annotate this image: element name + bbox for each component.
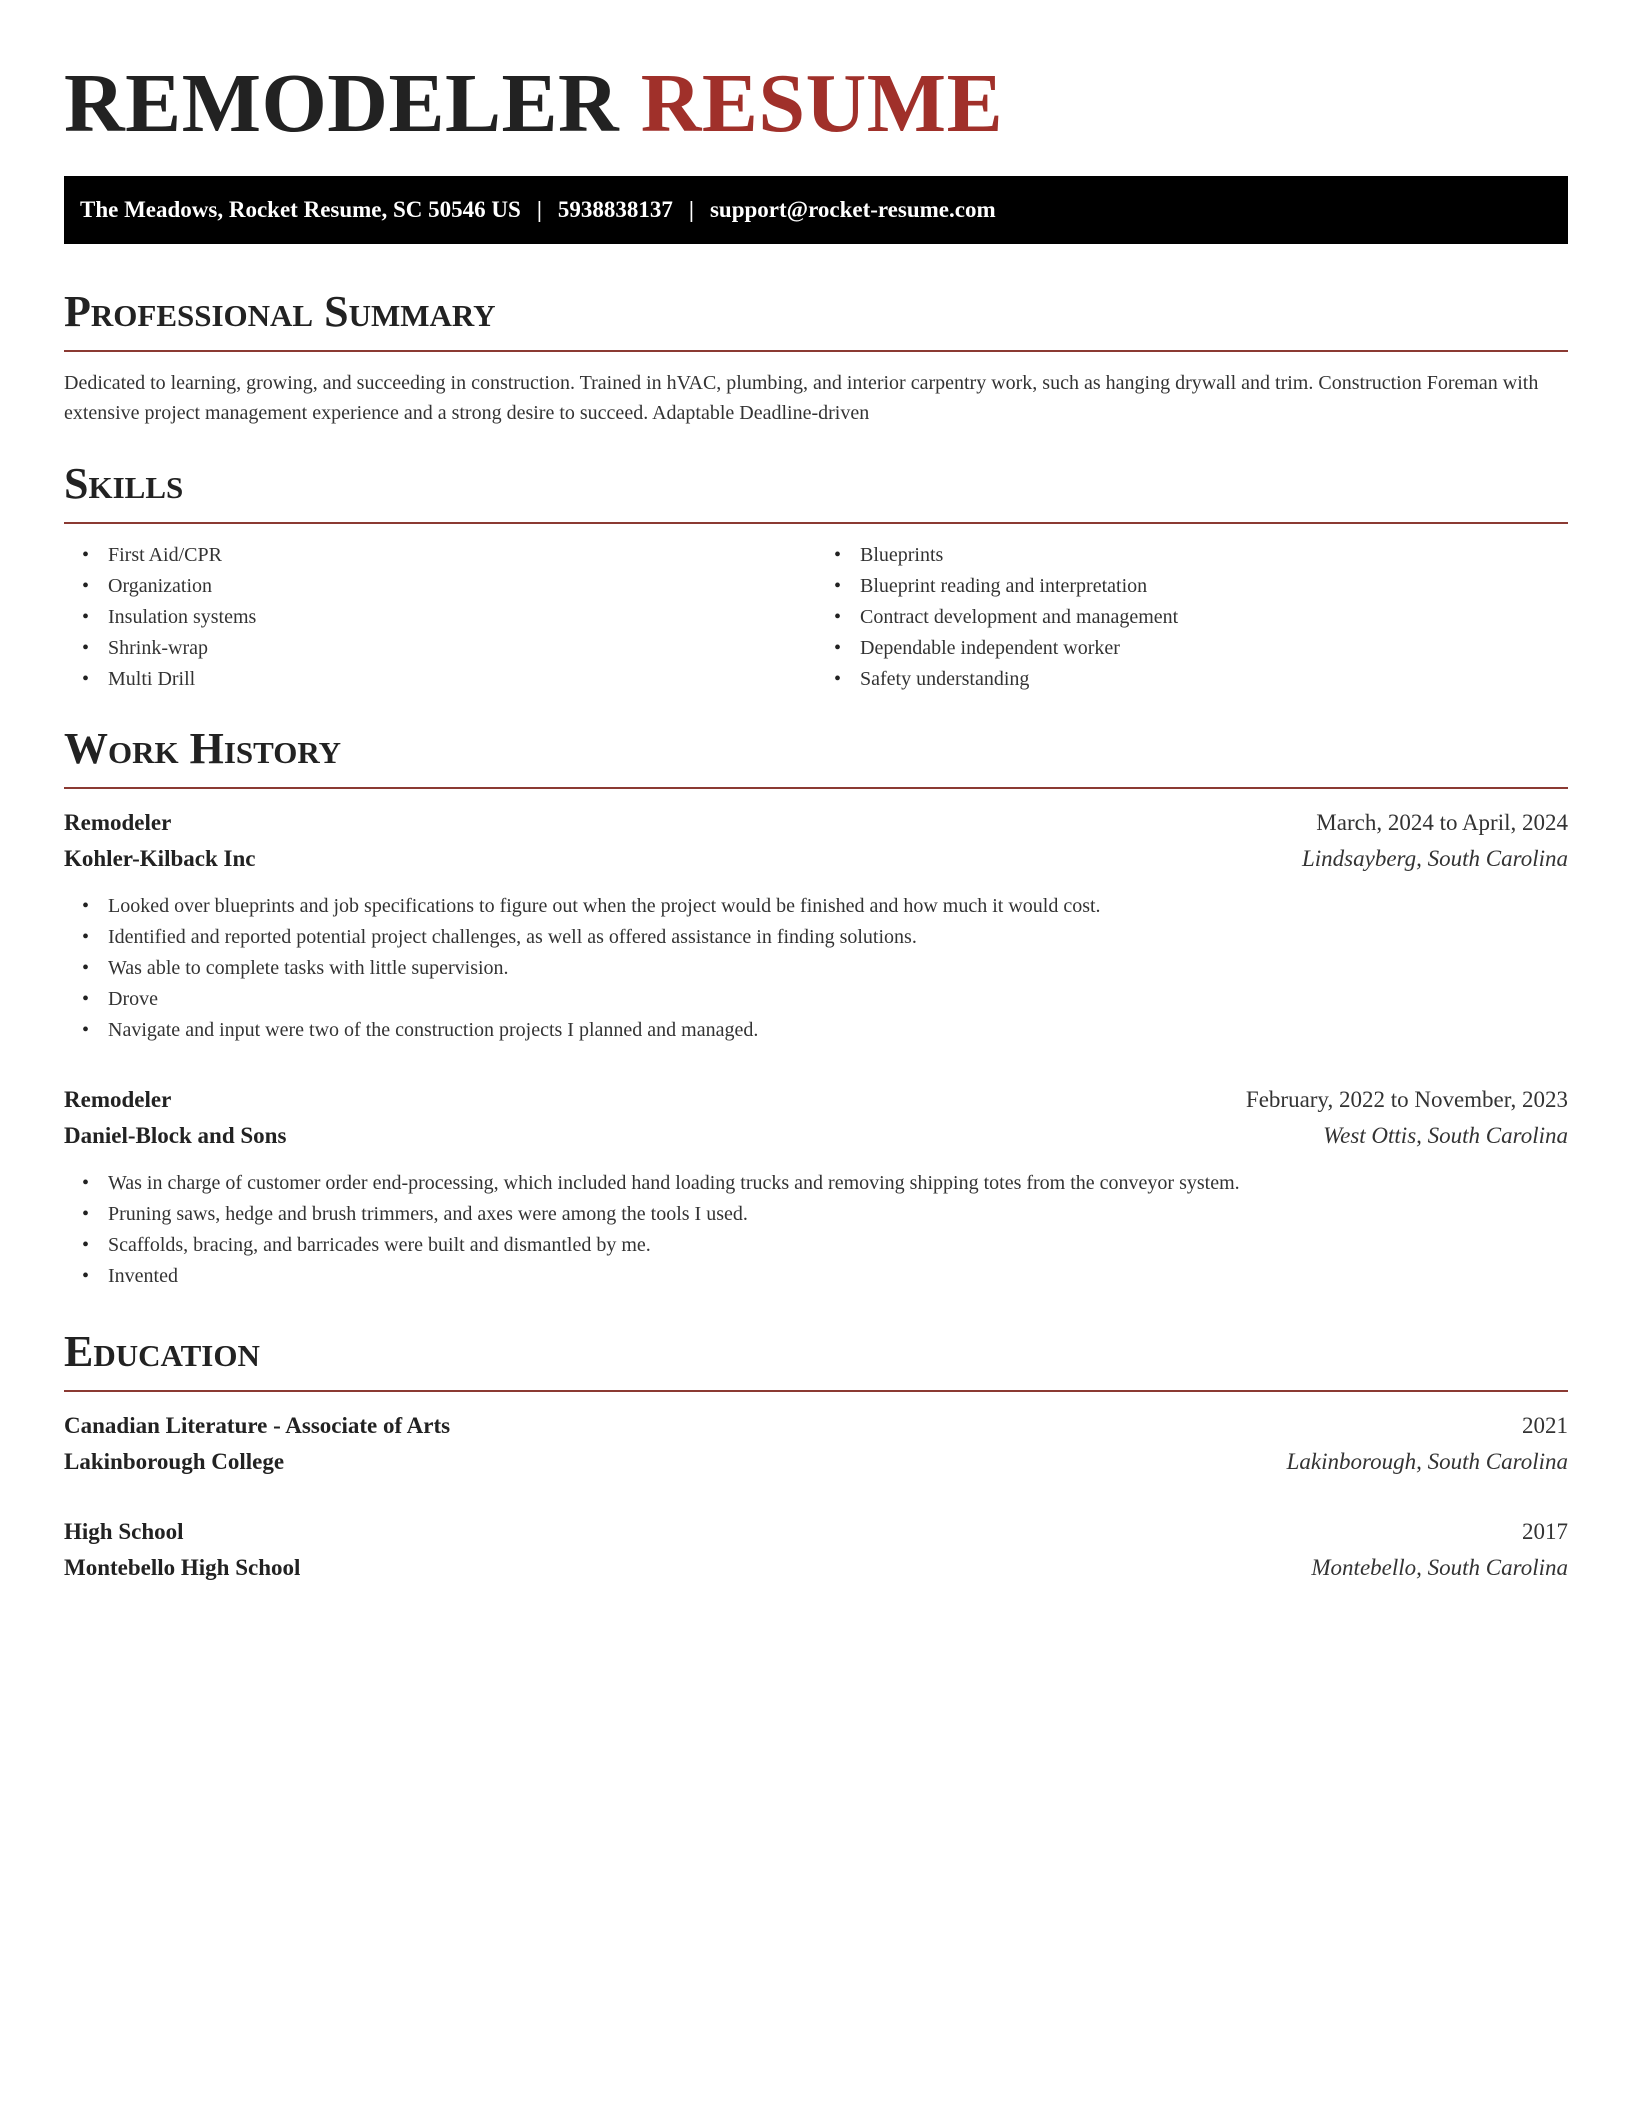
section-divider	[64, 350, 1568, 352]
section-divider	[64, 1390, 1568, 1392]
job-header-row	[64, 1082, 1568, 1118]
job-duty: • Invented	[108, 1261, 1568, 1292]
education-degree: Canadian Literature - Associate of Arts	[64, 1413, 451, 1438]
job-entry	[64, 805, 1568, 1046]
section-heading: Education	[64, 1327, 260, 1376]
skill-item: • Insulation systems	[108, 602, 816, 633]
professional-summary-section	[64, 286, 1568, 428]
title-accent: RESUME	[640, 57, 1004, 150]
contact-phone: 5938838137	[557, 197, 673, 222]
education-location: Lakinborough, South Carolina	[1286, 1449, 1568, 1474]
summary-text: Dedicated to learning, growing, and succeeding in construction. Trained in hVAC, plumbing, and interior carpentry work, such as hanging drywall and trim. Construction Foreman with extensive project management experience and a strong desire to succeed. Adaptable Deadline-driven	[64, 372, 1539, 424]
job-title: Remodeler	[64, 1087, 172, 1112]
job-company: Daniel-Block and Sons	[64, 1123, 287, 1148]
resume-title	[64, 56, 1568, 152]
job-location: West Ottis, South Carolina	[1323, 1123, 1568, 1148]
job-duty: • Pruning saws, hedge and brush trimmers, and axes were among the tools I used.	[108, 1199, 1568, 1230]
skill-item: • Organization	[108, 571, 816, 602]
education-school-row	[64, 1550, 1568, 1586]
skill-item: • Blueprints	[860, 540, 1568, 571]
skill-item: • First Aid/CPR	[108, 540, 816, 571]
skills-right-column	[816, 540, 1568, 695]
contact-address: The Meadows, Rocket Resume, SC 50546 US	[80, 197, 521, 222]
job-company-row	[64, 1118, 1568, 1154]
education-header-row	[64, 1408, 1568, 1444]
section-heading: Work History	[64, 724, 342, 773]
skill-item: • Contract development and management	[860, 602, 1568, 633]
skills-section	[64, 458, 1568, 695]
skills-left-column	[64, 540, 816, 695]
skill-item: • Safety understanding	[860, 664, 1568, 695]
job-header-row	[64, 805, 1568, 841]
job-duty: • Drove	[108, 984, 1568, 1015]
job-title: Remodeler	[64, 810, 172, 835]
work-history-section	[64, 723, 1568, 1292]
title-main: REMODELER	[64, 57, 620, 150]
skill-item: • Dependable independent worker	[860, 633, 1568, 664]
job-duties-list	[64, 1168, 1568, 1292]
job-company-row	[64, 841, 1568, 877]
skill-item: • Blueprint reading and interpretation	[860, 571, 1568, 602]
job-duty: • Navigate and input were two of the construction projects I planned and managed.	[108, 1015, 1568, 1046]
job-dates: February, 2022 to November, 2023	[1245, 1087, 1568, 1112]
education-location: Montebello, South Carolina	[1311, 1555, 1568, 1580]
section-heading: Skills	[64, 459, 184, 508]
job-duties-list	[64, 891, 1568, 1046]
job-entry	[64, 1082, 1568, 1292]
contact-bar	[64, 176, 1568, 244]
section-heading: Professional Summary	[64, 287, 496, 336]
education-header-row	[64, 1514, 1568, 1550]
job-location: Lindsayberg, South Carolina	[1301, 846, 1568, 871]
contact-separator: |	[536, 197, 542, 222]
contact-separator: |	[688, 197, 694, 222]
education-year: 2021	[1522, 1413, 1568, 1438]
skill-item: • Multi Drill	[108, 664, 816, 695]
education-school: Montebello High School	[64, 1555, 301, 1580]
job-duty: • Looked over blueprints and job specifications to figure out when the project would be finished and how much it would cost.	[108, 891, 1568, 922]
section-divider	[64, 787, 1568, 789]
contact-email: support@rocket-resume.com	[709, 197, 996, 222]
education-degree: High School	[64, 1519, 184, 1544]
skills-columns	[64, 540, 1568, 695]
education-entry	[64, 1408, 1568, 1480]
job-duty: • Was in charge of customer order end-processing, which included hand loading trucks and removing shipping totes from the conveyor system.	[108, 1168, 1568, 1199]
education-school-row	[64, 1444, 1568, 1480]
job-duty: • Scaffolds, bracing, and barricades were built and dismantled by me.	[108, 1230, 1568, 1261]
education-year: 2017	[1522, 1519, 1568, 1544]
education-entry	[64, 1514, 1568, 1586]
section-divider	[64, 522, 1568, 524]
education-school: Lakinborough College	[64, 1449, 285, 1474]
job-duty: • Was able to complete tasks with little supervision.	[108, 953, 1568, 984]
education-section	[64, 1326, 1568, 1586]
job-duty: • Identified and reported potential project challenges, as well as offered assistance in finding solutions.	[108, 922, 1568, 953]
skill-item: • Shrink-wrap	[108, 633, 816, 664]
job-dates: March, 2024 to April, 2024	[1316, 810, 1568, 835]
job-company: Kohler-Kilback Inc	[64, 846, 256, 871]
